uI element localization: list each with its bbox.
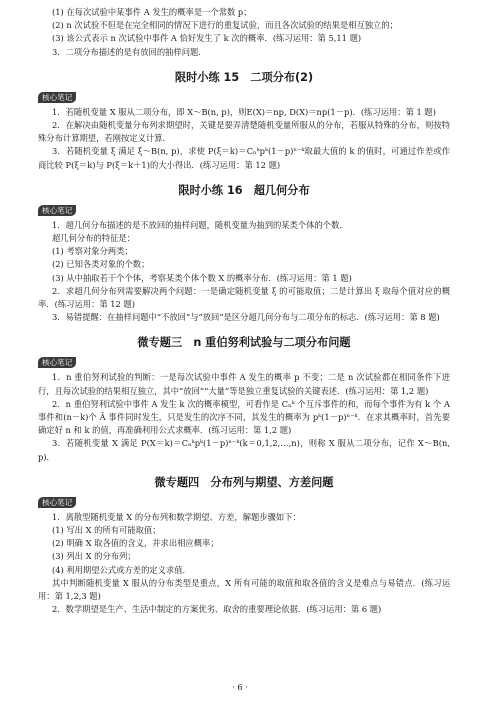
section-title: 微专题三 n 重伯努利试验与二项分布问题: [137, 336, 351, 350]
intro-line: 3．二项分布描述的是有放回的抽样问题．: [52, 46, 207, 57]
section-paragraph: 超几何分布的特征是：: [52, 233, 135, 244]
section-paragraph: 3．若随机变量 X 满足 P(X＝k)＝Cₙᵏpᵏ(1－p)ⁿ⁻ᵏ(k＝0,1,2,…,n)，则称 X 服从二项分布，记作 X～B(n, p)．: [38, 438, 450, 462]
core-notes-badge: 核心笔记: [38, 497, 76, 508]
sections-container: [38, 70, 450, 617]
section-title: 限时小练 16 超几何分布: [178, 183, 310, 197]
page-number: · 6 ·: [232, 682, 248, 692]
section-paragraph: 其中判断随机变量 X 服从的分布类型是重点，X 所有可能的取值和取各值的含义是难点与易错点．(练习运用：第 1,2,3 题): [38, 577, 450, 602]
section-paragraph: 3．易错提醒：在抽样问题中“不放回”与“放回”是区分超几何分布与二项分布的标志．(练习运用：第 8 题): [52, 312, 440, 323]
section-paragraph: 2．数学期望是生产、生活中制定的方案优劣、取舍的重要理论依据．(练习运用：第 6 题): [52, 604, 382, 615]
section-paragraph: 3．若随机变量 ξ 满足 ξ～B(n, p)，求使 P(ξ＝k)＝Cₙᵏpᵏ(1－p)ⁿ⁻ᵏ取最大值的 k 的值时，可通过作差或作商比较 P(ξ＝k)与 P(ξ＝k＋1)的大小得出．(练习运用：第 12 题): [38, 146, 450, 170]
section-paragraph: 1．n 重伯努利试验的判断：一是每次试验中事件 A 发生的概率 p 不变；二是 n 次试验都在相同条件下进行，且每次试验的结果相互独立，其中“放回”“大量”等是独立重复试验的关键表述．(练习运用：第 1,2 题): [38, 372, 450, 396]
intro-line: (1) 在每次试验中某事件 A 发生的概率是一个常数 p；: [52, 7, 252, 17]
section-paragraph: 1．超几何分布描述的是不放回的抽样问题，随机变量为抽到的某类个体的个数．: [52, 219, 348, 230]
section-paragraph: 2．在解决由随机变量分布列求期望时，关键是要弄清楚随机变量所服从的分布，若服从特殊的分布，则按特殊分布计算期望，若刚按定义计算．: [38, 120, 450, 144]
core-notes-badge: 核心笔记: [38, 92, 76, 103]
section-paragraph: (3) 从中抽取若干个个体，考察某类个体个数 X 的概率分布．(练习运用：第 1 题): [52, 272, 352, 283]
section-paragraph: 1．若随机变量 X 服从二项分布，即 X～B(n, p)，则E(X)＝np, D(X)＝np(1－p)．(练习运用：第 1 题): [52, 106, 436, 117]
intro-line: (3) 该公式表示 n 次试验中事件 A 恰好发生了 k 次的概率．(练习运用：第 5,11 题): [52, 33, 362, 44]
section-paragraph: (3) 列出 X 的分布列；: [52, 551, 136, 562]
section-paragraph: 2．求超几何分布列需要解决两个问题：一是确定随机变量 ξ 的可能取值；二是计算出 ξ 取每个值对应的概率．(练习运用：第 12 题): [38, 285, 450, 310]
section: [38, 475, 450, 617]
section-paragraph: (2) 明确 X 取各值的含义，并求出相应概率；: [52, 538, 219, 549]
core-notes-badge: 核心笔记: [38, 357, 76, 368]
section: [38, 70, 450, 172]
section-paragraph: 1．离散型随机变量 X 的分布列和数学期望、方差，解题步骤如下：: [52, 511, 301, 522]
section-paragraph: 2．n 重伯努利试验中事件 A 发生 k 次的概率模型，可看作是 Cₙᵏ 个互斥事件的和，而每个事件为有 k 个 A 事件和(n－k)个 Ā 事件同时发生，只是发生的次序不同，其发生的概率为 pᵏ(1－p)ⁿ⁻ᵏ．在求其概率时，首先要确定好 n 和 k 的值，再准确利用公式求概率．(练习运用：第 1,2 题): [38, 398, 450, 436]
section-paragraph: (1) 考察对象分两类；: [52, 246, 133, 257]
intro-line: (2) n 次试验不但是在完全相同的情况下进行的重复试验，而且各次试验的结果是相互独立的；: [52, 20, 398, 31]
section-paragraph: (1) 写出 X 的所有可能取值；: [52, 525, 161, 536]
section-paragraph: (4) 利用期望公式或方差的定义求值．: [52, 564, 191, 575]
section: [38, 183, 450, 325]
section-paragraph: (2) 已知各类对象的个数；: [52, 259, 150, 270]
section: [38, 335, 450, 463]
section-title: 微专题四 分布列与期望、方差问题: [154, 475, 334, 489]
core-notes-badge: 核心笔记: [38, 205, 76, 216]
section-title: 限时小练 15 二项分布(2): [174, 70, 314, 84]
intro-block: [38, 6, 450, 59]
